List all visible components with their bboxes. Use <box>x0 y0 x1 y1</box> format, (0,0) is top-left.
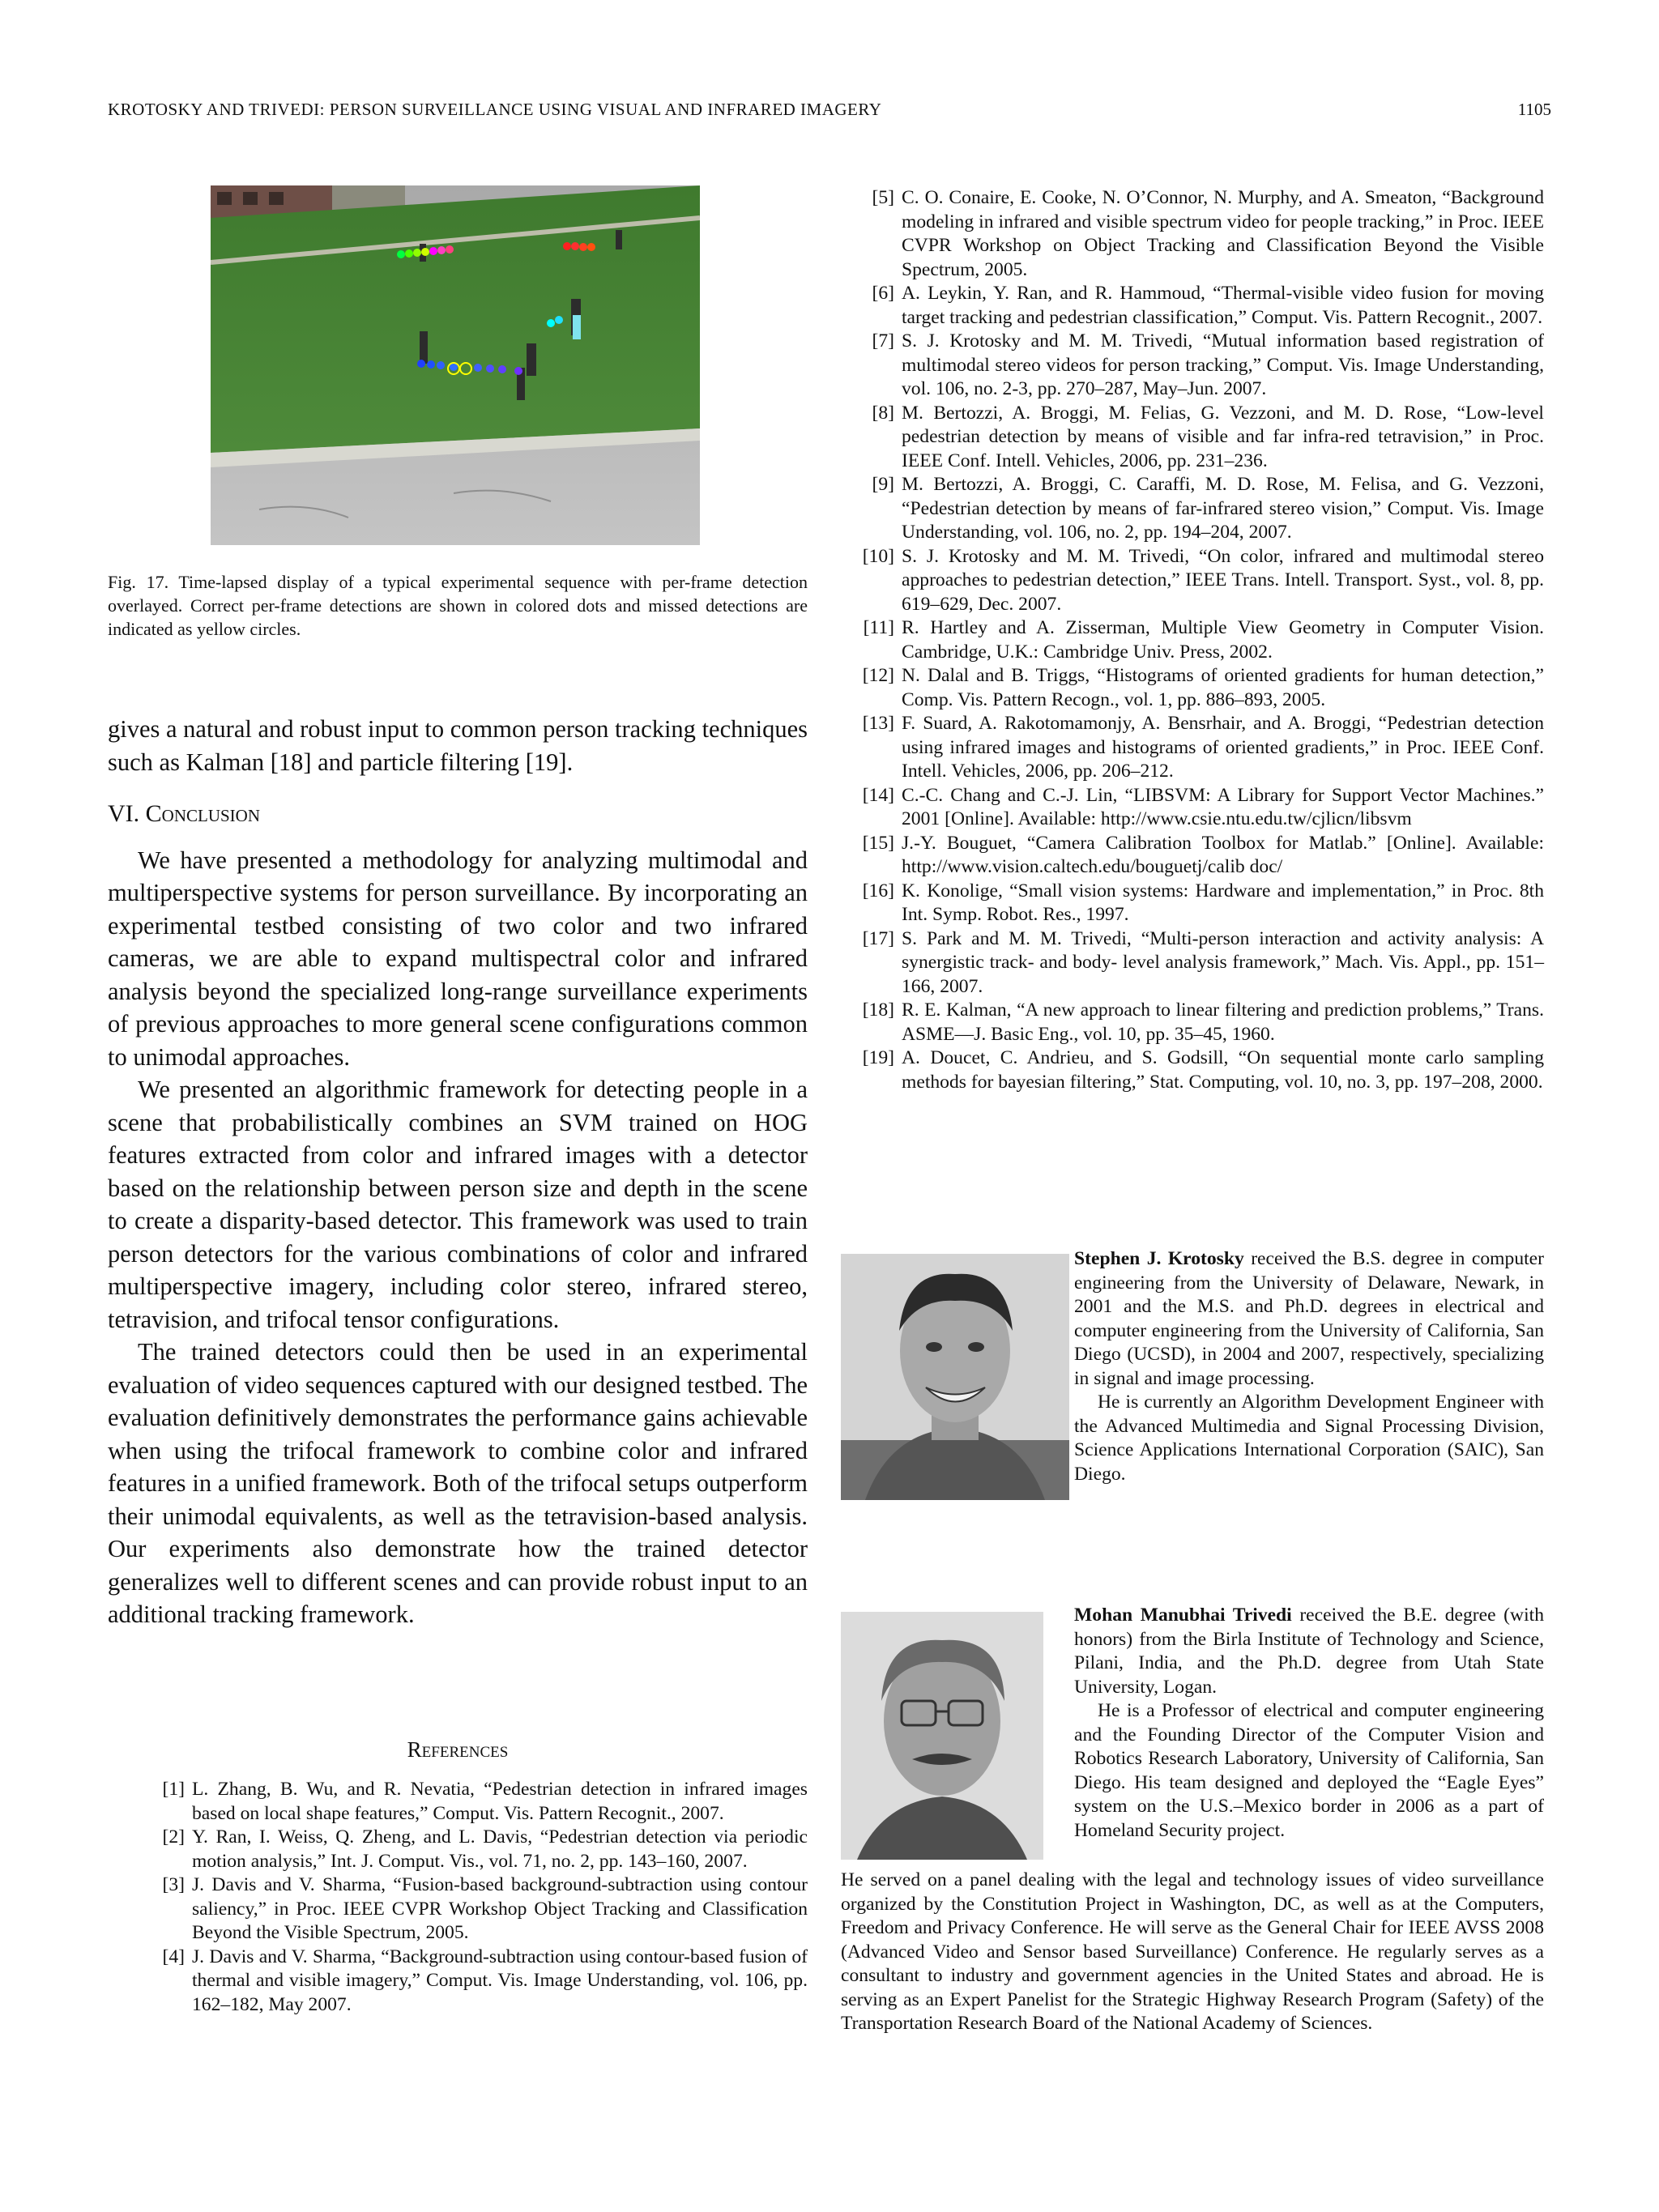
references-list-right <box>847 186 1544 1094</box>
reference-text: S. J. Krotosky and M. M. Trivedi, “Mutual information based registration of multimodal stereo videos for person tracking,” Comput. Vis. Image Understanding, vol. 106, no. 2-3, pp. 270–287, May–Jun. 2007. <box>902 330 1544 399</box>
reference-text: R. Hartley and A. Zisserman, Multiple View Geometry in Computer Vision. Cambridge, U.K.: Cambridge Univ. Press, 2002. <box>902 617 1544 663</box>
reference-number: [15] <box>862 832 894 854</box>
bio-krotosky-top <box>1074 1247 1544 1486</box>
section-heading <box>108 798 808 831</box>
reference-item <box>847 545 1544 617</box>
author-photo-trivedi <box>841 1612 1043 1860</box>
page-number: 1105 <box>1517 100 1551 119</box>
reference-text: F. Suard, A. Rakotomamonjy, A. Bensrhair, and A. Broggi, “Pedestrian detection using infrared images and histograms of oriented gradients,” in Proc. IEEE Conf. Intell. Vehicles, 2006, pp. 206–212. <box>902 713 1544 782</box>
reference-number: [4] <box>162 1946 185 1967</box>
reference-number: [7] <box>872 330 894 352</box>
reference-text: C. O. Conaire, E. Cooke, N. O’Connor, N. Murphy, and A. Smeaton, “Background modeling in infrared and visible spectrum video for people tracking,” in Proc. IEEE CVPR Workshop on Object Tracking and Classification Beyond the Visible Spectrum, 2005. <box>902 187 1544 280</box>
reference-number: [8] <box>872 402 894 424</box>
reference-number: [9] <box>872 474 894 495</box>
author-name: Mohan Manubhai Trivedi <box>1074 1605 1292 1626</box>
section-title: Conclusion <box>145 800 261 827</box>
conclusion-paragraph: We have presented a methodology for analyzing multimodal and multiperspective systems for person surveillance. By incorporating an experimental testbed consisting of two color and two infrared cameras, we are able to expand multispectral color and infrared analysis beyond the specialized long-range surveillance experiments of previous approaches to more general scene configurations common to unimodal approaches. <box>108 846 808 1071</box>
reference-number: [16] <box>862 880 894 901</box>
reference-text: S. J. Krotosky and M. M. Trivedi, “On color, infrared and multimodal stereo approaches to pedestrian detection,” IEEE Trans. Intell. Transport. Syst., vol. 8, pp. 619–629, Dec. 2007. <box>902 545 1544 615</box>
conclusion-paragraph: We presented an algorithmic framework for detecting people in a scene that probabilistically combines an SVM trained on HOG features extracted from color and infrared images with a detector based on the relationship between person size and depth in the scene to create a disparity-based detector. This framework was used to train person detectors for the various combinations of color and infrared multiperspective imagery, including color stereo, infrared stereo, tetravision, and trifocal tensor configurations. <box>108 1076 808 1333</box>
reference-text: M. Bertozzi, A. Broggi, C. Caraffi, M. D. Rose, M. Felisa, and G. Vezzoni, “Pedestrian detection by means of far-infrared stereo vision,” Comput. Vis. Image Understanding, vol. 106, no. 2, pp. 194–204, 2007. <box>902 474 1544 543</box>
references-list-left <box>138 1778 808 2017</box>
reference-text: A. Leykin, Y. Ran, and R. Hammoud, “Thermal-visible video fusion for moving target tracking and pedestrian classification,” Comput. Vis. Pattern Recognit., 2007. <box>902 283 1544 328</box>
reference-number: [6] <box>872 283 894 304</box>
reference-item <box>847 880 1544 927</box>
reference-number: [1] <box>162 1779 185 1800</box>
bio-text: received the B.S. degree in computer engineering from the University of Delaware, Newark, in 2001 and the M.S. and Ph.D. degrees in electrical and computer engineering from the University of California, San Diego (UCSD), in 2004 and 2007, respectively, specializing in signal and image processing. <box>1074 1248 1544 1389</box>
reference-item <box>847 999 1544 1046</box>
reference-text: A. Doucet, C. Andrieu, and S. Godsill, “On sequential monte carlo sampling methods for bayesian filtering,” Stat. Computing, vol. 10, no. 3, pp. 197–208, 2000. <box>902 1047 1544 1093</box>
figure-17-image <box>211 185 700 545</box>
reference-item <box>138 1873 808 1946</box>
reference-number: [17] <box>862 927 894 949</box>
reference-text: L. Zhang, B. Wu, and R. Nevatia, “Pedestrian detection in infrared images based on local shape features,” Comput. Vis. Pattern Recognit., 2007. <box>192 1779 808 1824</box>
reference-item <box>847 616 1544 664</box>
reference-number: [5] <box>872 187 894 208</box>
reference-number: [2] <box>162 1826 185 1848</box>
bio-paragraph: He is a Professor of electrical and computer engineering and the Founding Director of the Computer Vision and Robotics Research Laboratory, University of California, San Diego. His team designed and deployed the “Eagle Eyes” system on the U.S.–Mexico border in 2006 as a part of Homeland Security project. <box>1074 1700 1544 1841</box>
reference-item <box>847 664 1544 712</box>
surveillance-scene-illustration <box>211 185 700 545</box>
portrait-illustration <box>841 1254 1069 1500</box>
reference-number: [3] <box>162 1874 185 1895</box>
reference-item <box>847 402 1544 474</box>
section-number: VI. <box>108 800 140 827</box>
continuation-paragraph: gives a natural and robust input to common person tracking techniques such as Kalman [18] and particle filtering [19]. <box>108 715 808 776</box>
reference-number: [10] <box>862 545 894 567</box>
reference-number: [13] <box>862 713 894 734</box>
reference-text: M. Bertozzi, A. Broggi, M. Felias, G. Vezzoni, and M. D. Rose, “Low-level pedestrian detection by means of visible and far infra-red tetravision,” in Proc. IEEE Conf. Intell. Vehicles, 2006, pp. 231–236. <box>902 402 1544 471</box>
reference-item <box>847 927 1544 999</box>
bio-trivedi-top <box>1074 1604 1544 1843</box>
reference-item <box>847 1046 1544 1094</box>
reference-text: K. Konolige, “Small vision systems: Hardware and implementation,” in Proc. 8th Int. Symp. Robot. Res., 1997. <box>902 880 1544 925</box>
bio-trivedi-bottom <box>841 1869 1544 2036</box>
reference-text: C.-C. Chang and C.-J. Lin, “LIBSVM: A Library for Support Vector Machines.” 2001 [Online]. Available: http://www.csie.ntu.edu.tw/cjlicn/libsvm <box>902 784 1544 829</box>
reference-item <box>847 832 1544 880</box>
reference-number: [18] <box>862 999 894 1021</box>
reference-item <box>138 1946 808 2018</box>
reference-item <box>847 784 1544 832</box>
bio-text: received the B.E. degree (with honors) from the Birla Institute of Technology and Science, Pilani, India, and the Ph.D. degree from Utah State University, Logan. <box>1074 1605 1544 1698</box>
reference-text: J. Davis and V. Sharma, “Background-subtraction using contour-based fusion of thermal and visible imagery,” Comput. Vis. Image Understanding, vol. 106, pp. 162–182, May 2007. <box>192 1946 808 2015</box>
bio-paragraph: He served on a panel dealing with the legal and technology issues of video surveillance organized by the Constitution Project in Washington, DC, as well as at the Computers, Freedom and Privacy Conference. He will serve as the General Chair for IEEE AVSS 2008 (Advanced Video and Sensor based Surveillance) Conference. He regularly serves as a consultant to industry and government agencies in the United States and abroad. He is serving as an Expert Panelist for the Strategic Highway Research Program (Safety) of the Transportation Research Board of the National Academy of Sciences. <box>841 1869 1544 2034</box>
reference-item <box>847 712 1544 784</box>
reference-text: Y. Ran, I. Weiss, Q. Zheng, and L. Davis, “Pedestrian detection via periodic motion analysis,” Int. J. Comput. Vis., vol. 71, no. 2, pp. 143–160, 2007. <box>192 1826 808 1872</box>
reference-item <box>847 282 1544 330</box>
reference-item <box>138 1778 808 1826</box>
reference-text: J.-Y. Bouguet, “Camera Calibration Toolbox for Matlab.” [Online]. Available: http://www.vision.caltech.edu/bouguetj/calib doc/ <box>902 832 1544 877</box>
reference-item <box>847 186 1544 282</box>
author-name: Stephen J. Krotosky <box>1074 1248 1244 1269</box>
reference-text: J. Davis and V. Sharma, “Fusion-based background-subtraction using contour saliency,” in Proc. IEEE CVPR Workshop Object Tracking and Classification Beyond the Visible Spectrum, 2005. <box>192 1874 808 1943</box>
reference-text: N. Dalal and B. Triggs, “Histograms of oriented gradients for human detection,” Comp. Vis. Pattern Recogn., vol. 1, pp. 886–893, 2005. <box>902 665 1544 710</box>
reference-text: R. E. Kalman, “A new approach to linear filtering and prediction problems,” Trans. ASME—J. Basic Eng., vol. 10, pp. 35–45, 1960. <box>902 999 1544 1045</box>
figure-caption: Fig. 17. Time-lapsed display of a typical experimental sequence with per-frame detection overlayed. Correct per-frame detections are shown in colored dots and missed detections are indicated as yellow circles. <box>108 572 808 639</box>
portrait-illustration <box>841 1612 1043 1860</box>
running-title: KROTOSKY AND TRIVEDI: PERSON SURVEILLANCE USING VISUAL AND INFRARED IMAGERY <box>108 100 882 119</box>
references-heading: References <box>407 1737 509 1762</box>
reference-number: [12] <box>862 665 894 686</box>
reference-number: [19] <box>862 1047 894 1068</box>
left-column-body <box>108 713 808 1631</box>
reference-item <box>847 473 1544 545</box>
reference-text: S. Park and M. M. Trivedi, “Multi-person interaction and activity analysis: A synergistic track- and body- level analysis framework,” Mach. Vis. Appl., pp. 151–166, 2007. <box>902 927 1544 997</box>
conclusion-paragraph: The trained detectors could then be used in an experimental evaluation of video sequences captured with our designed testbed. The evaluation definitively demonstrates the performance gains achievable when using the trifocal framework to combine color and infrared features in a unified framework. Both of the trifocal setups outperform their unimodal equivalents, as well as the tetravision-based analysis. Our experiments also demonstrate how the trained detector generalizes well to different scenes and can provide robust input to an additional tracking framework. <box>108 1338 808 1628</box>
reference-item <box>138 1826 808 1873</box>
author-photo-krotosky <box>841 1254 1069 1500</box>
bio-paragraph: He is currently an Algorithm Development Engineer with the Advanced Multimedia and Signal Processing Division, Science Applications International Corporation (SAIC), San Diego. <box>1074 1392 1544 1485</box>
reference-item <box>847 330 1544 402</box>
reference-number: [14] <box>862 784 894 806</box>
reference-number: [11] <box>863 617 894 638</box>
